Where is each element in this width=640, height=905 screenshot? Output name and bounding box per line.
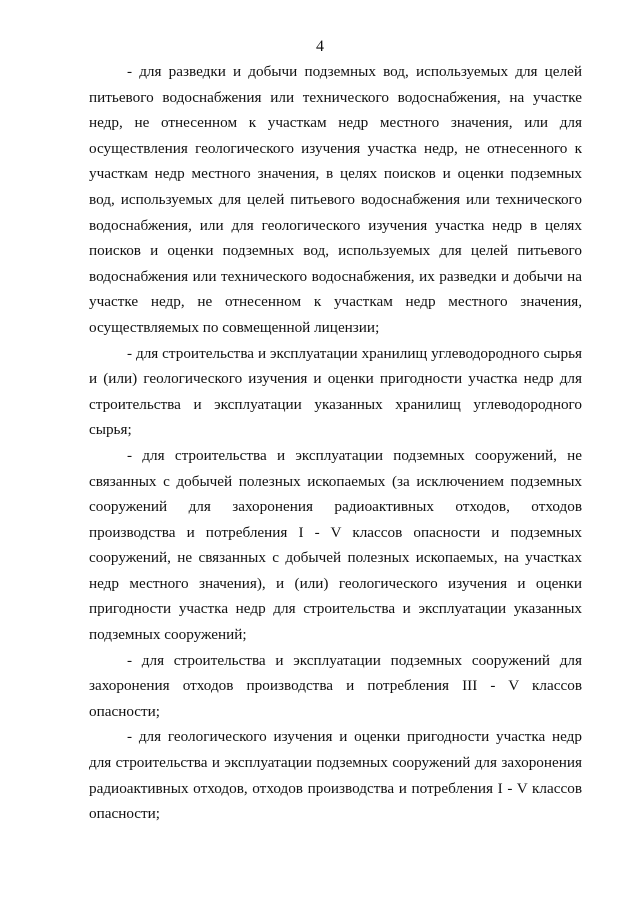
page-number: 4 — [316, 38, 324, 55]
paragraph-groundwater: - для разведки и добычи подземных вод, используемых для целей питьевого водоснабжения или технического водоснабжения, на участке недр, не отнесенном к участкам недр местного значения, или для осуществления геологического изучения участка недр, не отнесенного к участкам недр местного значения, в целях поисков и оценки подземных вод, используемых для целей питьевого водоснабжения или технического водоснабжения, или для геологического изучения участка недр в целях поисков и оценки подземных вод, используемых для целей питьевого водоснабжения или технического водоснабжения, их разведки и добычи на участке недр, не отнесенном к участкам недр местного значения, осуществляемых по совмещенной лицензии; — [89, 63, 582, 336]
paragraph-hydrocarbon-storage: - для строительства и эксплуатации хранилищ углеводородного сырья и (или) геологического изучения и оценки пригодности участка недр для строительства и эксплуатации указанных хранилищ углеводородного сырья; — [89, 344, 582, 439]
document-body — [89, 59, 582, 827]
paragraph-underground-structures: - для строительства и эксплуатации подземных сооружений, не связанных с добычей полезных ископаемых (за исключением подземных сооружений для захоронения радиоактивных отходов, отходов производства и потребления I - V классов опасности и подземных сооружений, не связанных с добычей полезных ископаемых, на участках недр местного значения), и (или) геологического изучения и оценки пригодности участка недр для строительства и эксплуатации указанных подземных сооружений; — [89, 446, 582, 644]
paragraph-waste-disposal-iii-v: - для строительства и эксплуатации подземных сооружений для захоронения отходов производства и потребления III - V классов опасности; — [89, 651, 582, 720]
paragraph-waste-disposal-i-v: - для геологического изучения и оценки пригодности участка недр для строительства и эксплуатации подземных сооружений для захоронения радиоактивных отходов, отходов производства и потребления I - V классов опасности; — [89, 728, 582, 823]
